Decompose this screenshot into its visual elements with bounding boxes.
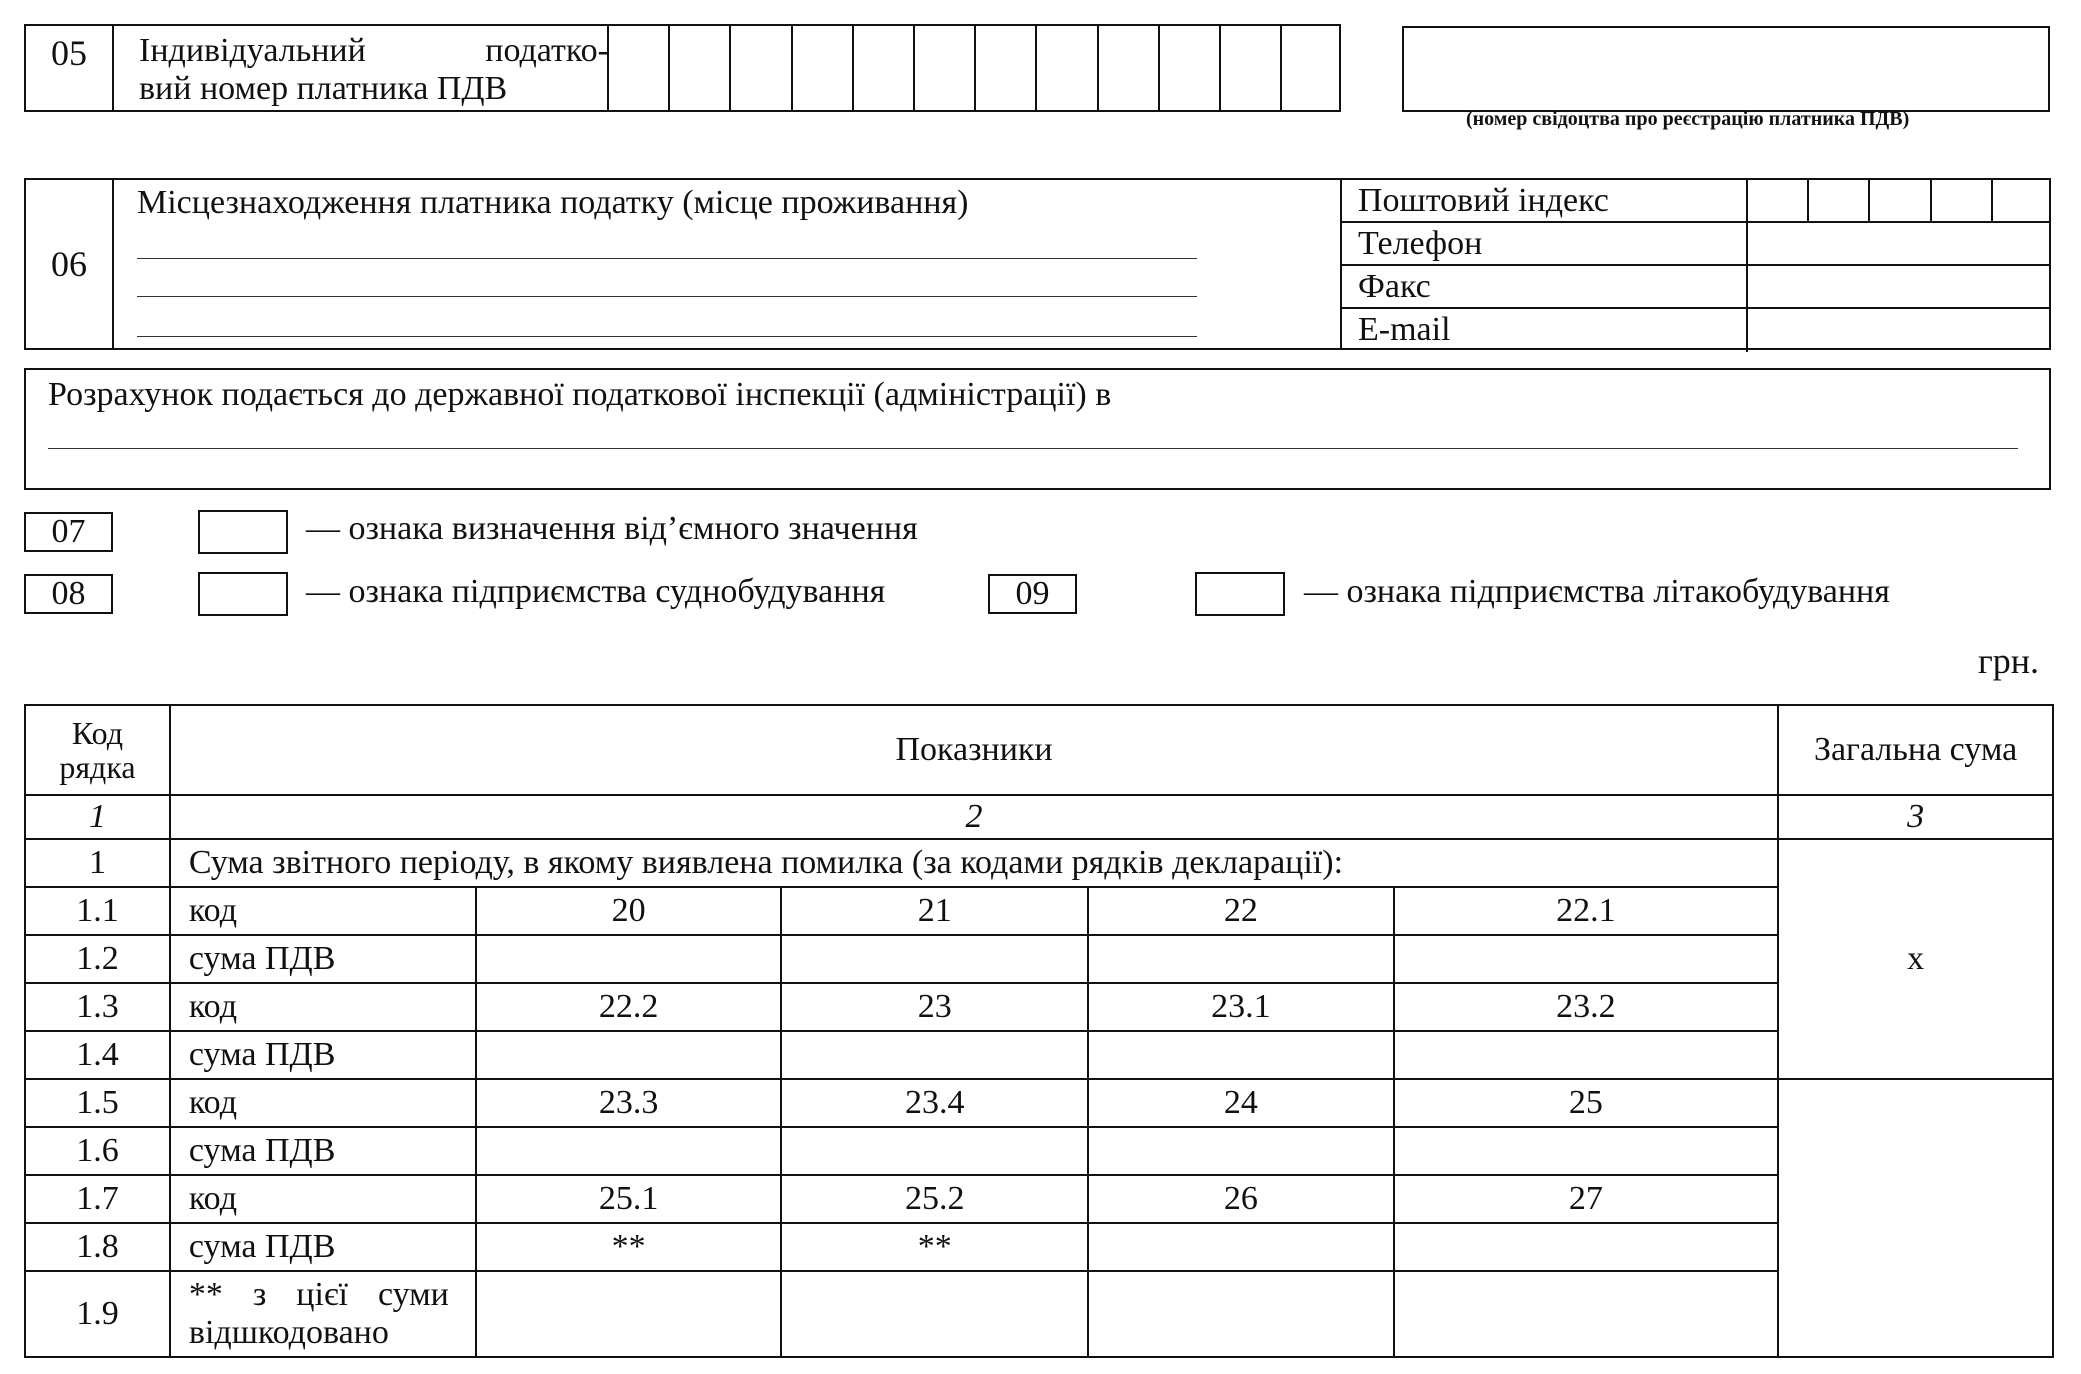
table-row bbox=[25, 1031, 2053, 1079]
submission-label: Розрахунок подається до державної податкової інспекції (адміністрації) в bbox=[48, 376, 1112, 413]
code-cell: 22.2 bbox=[476, 983, 782, 1031]
table-row bbox=[25, 983, 2053, 1031]
row-code: 1.4 bbox=[25, 1031, 170, 1079]
vat-number-label bbox=[139, 32, 609, 108]
row-06-location bbox=[24, 178, 2051, 350]
header-indicators: Показники bbox=[170, 705, 1778, 795]
fax-row bbox=[1342, 266, 2050, 309]
vat-amount-cell[interactable] bbox=[781, 1127, 1088, 1175]
vat-amount-cell[interactable] bbox=[1394, 935, 1779, 983]
total-mark-cell: х bbox=[1778, 839, 2053, 1079]
code-cell: 23.1 bbox=[1088, 983, 1394, 1031]
vat-number-label-line2: вий номер платника ПДВ bbox=[139, 70, 508, 107]
header-code bbox=[25, 705, 170, 795]
code-cell: 26 bbox=[1088, 1175, 1394, 1223]
location-label: Місцезнаходження платника податку (місце проживання) bbox=[137, 184, 969, 221]
header-row bbox=[25, 705, 2053, 795]
postal-digit-cell[interactable] bbox=[1991, 180, 2052, 221]
code-cell: 24 bbox=[1088, 1079, 1394, 1127]
code-cell: 20 bbox=[476, 887, 782, 935]
refunded-note-line2: відшкодовано bbox=[188, 1314, 389, 1351]
postal-code-field[interactable] bbox=[1746, 180, 2052, 221]
row-code: 1 bbox=[25, 839, 170, 887]
certificate-number-field[interactable] bbox=[1402, 26, 2050, 112]
header-total: Загальна сума bbox=[1778, 705, 2053, 795]
digit-cell[interactable] bbox=[1158, 26, 1219, 110]
fax-label: Факс bbox=[1358, 268, 1431, 305]
vat-amount-cell[interactable] bbox=[476, 935, 782, 983]
vat-amount-cell[interactable] bbox=[1394, 1031, 1779, 1079]
row-code: 1.8 bbox=[25, 1223, 170, 1271]
row-code: 1.9 bbox=[25, 1271, 170, 1357]
vat-amount-cell[interactable] bbox=[1394, 1223, 1779, 1271]
row-label: код bbox=[170, 887, 476, 935]
row-label: сума ПДВ bbox=[170, 1223, 476, 1271]
code-cell: 22.1 bbox=[1394, 887, 1779, 935]
code-cell: 23.2 bbox=[1394, 983, 1779, 1031]
digit-cell[interactable] bbox=[791, 26, 852, 110]
header-code-line1: Код bbox=[71, 715, 123, 751]
total-sum-cell[interactable] bbox=[1778, 1079, 2053, 1357]
index-cell: 2 bbox=[170, 795, 1778, 839]
row-code: 1.3 bbox=[25, 983, 170, 1031]
contacts-block bbox=[1340, 180, 2050, 348]
sign-09-text: — ознака підприємства літакобудування bbox=[1304, 573, 1890, 610]
row-label: сума ПДВ bbox=[170, 935, 476, 983]
table-row bbox=[25, 1079, 2053, 1127]
digit-cell[interactable] bbox=[974, 26, 1035, 110]
submission-line[interactable] bbox=[48, 448, 2018, 449]
code-cell: 23.4 bbox=[781, 1079, 1088, 1127]
sign-07-text: — ознака визначення від’ємного значення bbox=[306, 510, 918, 547]
vat-amount-cell[interactable]: ** bbox=[476, 1223, 782, 1271]
row-code: 1.7 bbox=[25, 1175, 170, 1223]
digit-cell[interactable] bbox=[668, 26, 729, 110]
phone-field[interactable] bbox=[1746, 223, 2052, 264]
table-row bbox=[25, 935, 2053, 983]
digit-cell[interactable] bbox=[852, 26, 913, 110]
fax-field[interactable] bbox=[1746, 266, 2052, 307]
postal-digit-cell[interactable] bbox=[1868, 180, 1929, 221]
certificate-number-caption: (номер свідоцтва про реєстрацію платника ПДВ) bbox=[1466, 108, 1910, 130]
sign-07-checkbox[interactable] bbox=[198, 510, 288, 554]
email-label: E-mail bbox=[1358, 311, 1451, 348]
vat-amount-cell[interactable] bbox=[781, 935, 1088, 983]
digit-cell[interactable] bbox=[1280, 26, 1341, 110]
code-cell: 21 bbox=[781, 887, 1088, 935]
sign-07-number: 07 bbox=[24, 512, 113, 552]
vat-amount-cell[interactable] bbox=[1088, 935, 1394, 983]
index-row bbox=[25, 795, 2053, 839]
vat-amount-cell[interactable] bbox=[1088, 1223, 1394, 1271]
location-line-3[interactable] bbox=[137, 336, 1197, 337]
header-code-line2: рядка bbox=[59, 749, 136, 785]
row-code: 1.5 bbox=[25, 1079, 170, 1127]
phone-row bbox=[1342, 223, 2050, 266]
row-code: 1.1 bbox=[25, 887, 170, 935]
sign-08-text: — ознака підприємства суднобудування bbox=[306, 573, 886, 610]
digit-cell[interactable] bbox=[1035, 26, 1096, 110]
row-label: код bbox=[170, 983, 476, 1031]
vat-amount-cell[interactable]: ** bbox=[781, 1223, 1088, 1271]
location-line-1[interactable] bbox=[137, 258, 1197, 259]
table-row bbox=[25, 1223, 2053, 1271]
vat-number-digit-grid[interactable] bbox=[607, 26, 1341, 110]
code-cell: 25 bbox=[1394, 1079, 1779, 1127]
vat-number-label-line1: Індивідуальний податко- bbox=[139, 32, 609, 69]
sign-08-number: 08 bbox=[24, 574, 113, 614]
vat-amount-cell[interactable] bbox=[1088, 1031, 1394, 1079]
vat-amount-cell[interactable] bbox=[476, 1127, 782, 1175]
row-number: 05 bbox=[26, 26, 114, 110]
row-label: сума ПДВ bbox=[170, 1127, 476, 1175]
table-row bbox=[25, 839, 2053, 887]
row-label bbox=[170, 1271, 476, 1357]
refunded-amount-cell[interactable] bbox=[1088, 1271, 1394, 1357]
row-05-vat-number bbox=[24, 24, 1341, 112]
row-label: код bbox=[170, 1079, 476, 1127]
row-label: Сума звітного періоду, в якому виявлена помилка (за кодами рядків декларації): bbox=[170, 839, 1778, 887]
corrections-table bbox=[24, 704, 2054, 1358]
sign-09-checkbox[interactable] bbox=[1195, 572, 1285, 616]
row-label: код bbox=[170, 1175, 476, 1223]
postal-code-label: Поштовий індекс bbox=[1358, 182, 1609, 219]
refunded-amount-cell[interactable] bbox=[1394, 1271, 1779, 1357]
vat-amount-cell[interactable] bbox=[781, 1031, 1088, 1079]
code-cell: 25.2 bbox=[781, 1175, 1088, 1223]
digit-cell[interactable] bbox=[913, 26, 974, 110]
vat-amount-cell[interactable] bbox=[1394, 1127, 1779, 1175]
location-line-2[interactable] bbox=[137, 296, 1197, 297]
postal-digit-cell[interactable] bbox=[1930, 180, 1991, 221]
postal-code-row bbox=[1342, 180, 2050, 223]
sign-08-checkbox[interactable] bbox=[198, 572, 288, 616]
table-row bbox=[25, 1127, 2053, 1175]
vat-amount-cell[interactable] bbox=[1088, 1127, 1394, 1175]
refunded-amount-cell[interactable] bbox=[781, 1271, 1088, 1357]
digit-cell[interactable] bbox=[1219, 26, 1280, 110]
refunded-note-line1: ** з цієї суми bbox=[188, 1276, 449, 1313]
row-code: 1.2 bbox=[25, 935, 170, 983]
table-row bbox=[25, 1175, 2053, 1223]
email-row bbox=[1342, 309, 2050, 352]
code-cell: 25.1 bbox=[476, 1175, 782, 1223]
email-field[interactable] bbox=[1746, 309, 2052, 352]
sign-09-number: 09 bbox=[988, 574, 1077, 614]
postal-digit-cell[interactable] bbox=[1748, 180, 1807, 221]
table-row bbox=[25, 887, 2053, 935]
code-cell: 22 bbox=[1088, 887, 1394, 935]
row-number: 06 bbox=[26, 180, 114, 348]
digit-cell[interactable] bbox=[607, 26, 668, 110]
postal-digit-cell[interactable] bbox=[1807, 180, 1868, 221]
code-cell: 23 bbox=[781, 983, 1088, 1031]
submission-block bbox=[24, 368, 2051, 490]
index-cell: 1 bbox=[25, 795, 170, 839]
table-row bbox=[25, 1271, 2053, 1357]
code-cell: 27 bbox=[1394, 1175, 1779, 1223]
code-cell: 23.3 bbox=[476, 1079, 782, 1127]
row-label: сума ПДВ bbox=[170, 1031, 476, 1079]
vat-amount-cell[interactable] bbox=[476, 1031, 782, 1079]
phone-label: Телефон bbox=[1358, 225, 1483, 262]
digit-cell[interactable] bbox=[729, 26, 790, 110]
row-code: 1.6 bbox=[25, 1127, 170, 1175]
index-cell: 3 bbox=[1778, 795, 2053, 839]
currency-unit: грн. bbox=[1978, 641, 2040, 681]
refunded-amount-cell[interactable] bbox=[476, 1271, 782, 1357]
digit-cell[interactable] bbox=[1097, 26, 1158, 110]
